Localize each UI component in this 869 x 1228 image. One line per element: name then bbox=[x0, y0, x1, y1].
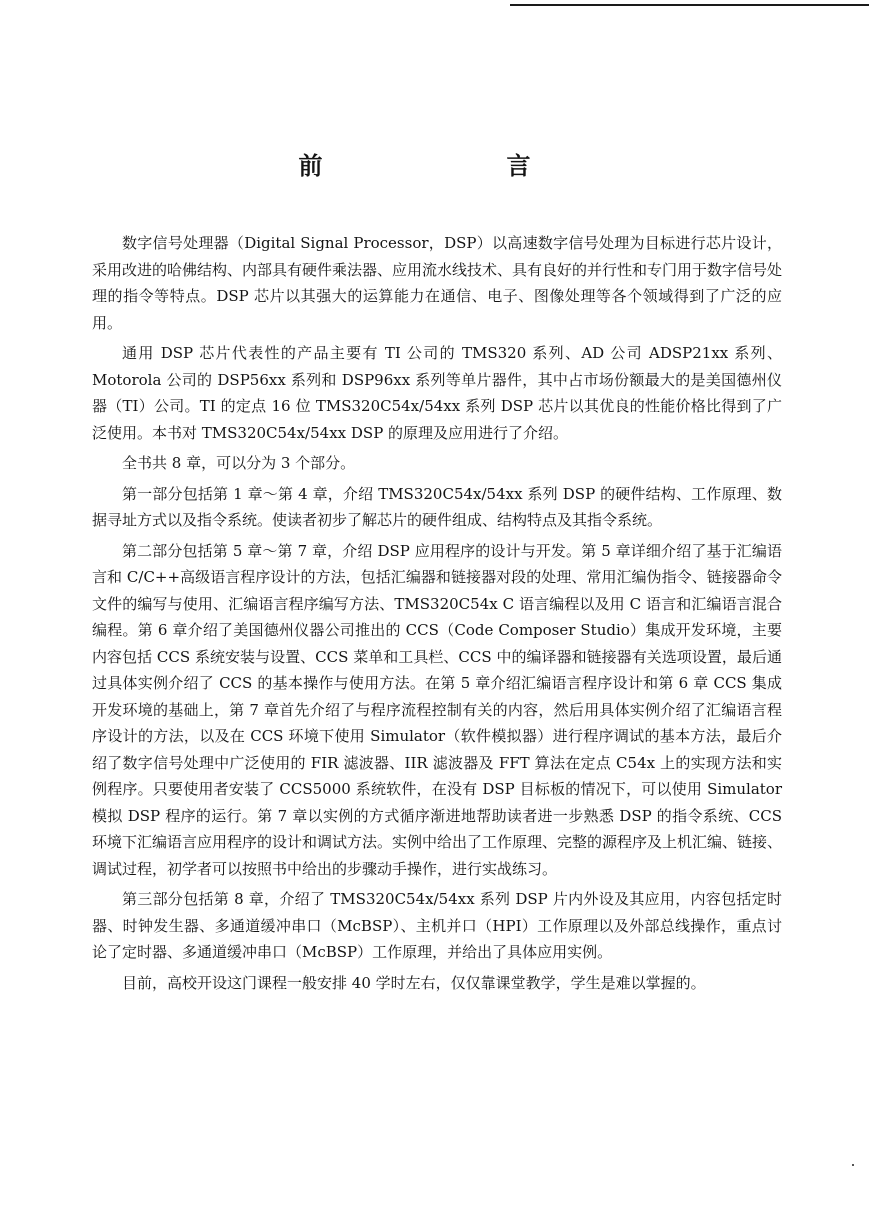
header-rule bbox=[510, 4, 869, 6]
paragraph-4: 第一部分包括第 1 章～第 4 章，介绍 TMS320C54x/54xx 系列 DSP 的硬件结构、工作原理、数据寻址方式以及指令系统。使读者初步了解芯片的硬件组成、结构特点及其指令系统。 bbox=[92, 484, 782, 529]
scan-speck bbox=[852, 1164, 854, 1166]
paragraph-2: 通用 DSP 芯片代表性的产品主要有 TI 公司的 TMS320 系列、AD 公司 ADSP21xx 系列、Motorola 公司的 DSP56xx 系列和 DSP96xx 系列等单片器件，其中占市场份额最大的是美国德州仪器（TI）公司。TI 的定点 16 位 TMS320C54x/54xx 系列 DSP 芯片以其优良的性能价格比得到了广泛使用。本书对 TMS320C54x/54xx DSP 的原理及应用进行了介绍。 bbox=[92, 344, 782, 442]
page-title: 前 言 bbox=[298, 152, 611, 180]
paragraph-1: 数字信号处理器（Digital Signal Processor，DSP）以高速数字信号处理为目标进行芯片设计，采用改进的哈佛结构、内部具有硬件乘法器、应用流水线技术、具有良好的并行性和专门用于数字信号处理的指令等特点。DSP 芯片以其强大的运算能力在通信、电子、图像处理等各个领域得到了广泛的应用。 bbox=[92, 234, 783, 332]
paragraph-6: 第三部分包括第 8 章，介绍了 TMS320C54x/54xx 系列 DSP 片内外设及其应用，内容包括定时器、时钟发生器、多通道缓冲串口（McBSP）、主机并口（HPI）工作原理以及外部总线操作，重点讨论了定时器、多通道缓冲串口（McBSP）工作原理，并给出了具体应用实例。 bbox=[92, 890, 782, 961]
paragraph-7: 目前，高校开设这门课程一般安排 40 学时左右，仅仅靠课堂教学，学生是难以掌握的。 bbox=[122, 973, 706, 992]
body-text bbox=[92, 230, 782, 1000]
paragraph-3: 全书共 8 章，可以分为 3 个部分。 bbox=[122, 454, 356, 472]
paragraph-5: 第二部分包括第 5 章～第 7 章，介绍 DSP 应用程序的设计与开发。第 5 章详细介绍了基于汇编语言和 C/C++高级语言程序设计的方法，包括汇编器和链接器对段的处理、常用汇编伪指令、链接器命令文件的编写与使用、汇编语言程序编写方法、TMS320C54x C 语言编程以及用 C 语言和汇编语言混合编程。第 6 章介绍了美国德州仪器公司推出的 CCS（Code Composer Studio）集成开发环境，主要内容包括 CCS 系统安装与设置、CCS 菜单和工具栏、CCS 中的编译器和链接器有关选项设置，最后通过具体实例介绍了 CCS 的基本操作与使用方法。在第 5 章介绍汇编语言程序设计和第 6 章 CCS 集成开发环境的基础上，第 7 章首先介绍了与程序流程控制有关的内容，然后用具体实例介绍了汇编语言程序设计的方法，以及在 CCS 环境下使用 Simulator（软件模拟器）进行程序调试的基本方法，最后介绍了数字信号处理中广泛使用的 FIR 滤波器、IIR 滤波器及 FFT 算法在定点 C54x 上的实现方法和实例程序。只要使用者安装了 CCS5000 系统软件，在没有 DSP 目标板的情况下，可以使用 Simulator 模拟 DSP 程序的运行。第 7 章以实例的方式循序渐进地帮助读者进一步熟悉 DSP 的指令系统、CCS 环境下汇编语言应用程序的设计和调试方法。实例中给出了工作原理、完整的源程序及上机汇编、链接、调试过程，初学者可以按照书中给出的步骤动手操作，进行实战练习。 bbox=[92, 541, 783, 878]
